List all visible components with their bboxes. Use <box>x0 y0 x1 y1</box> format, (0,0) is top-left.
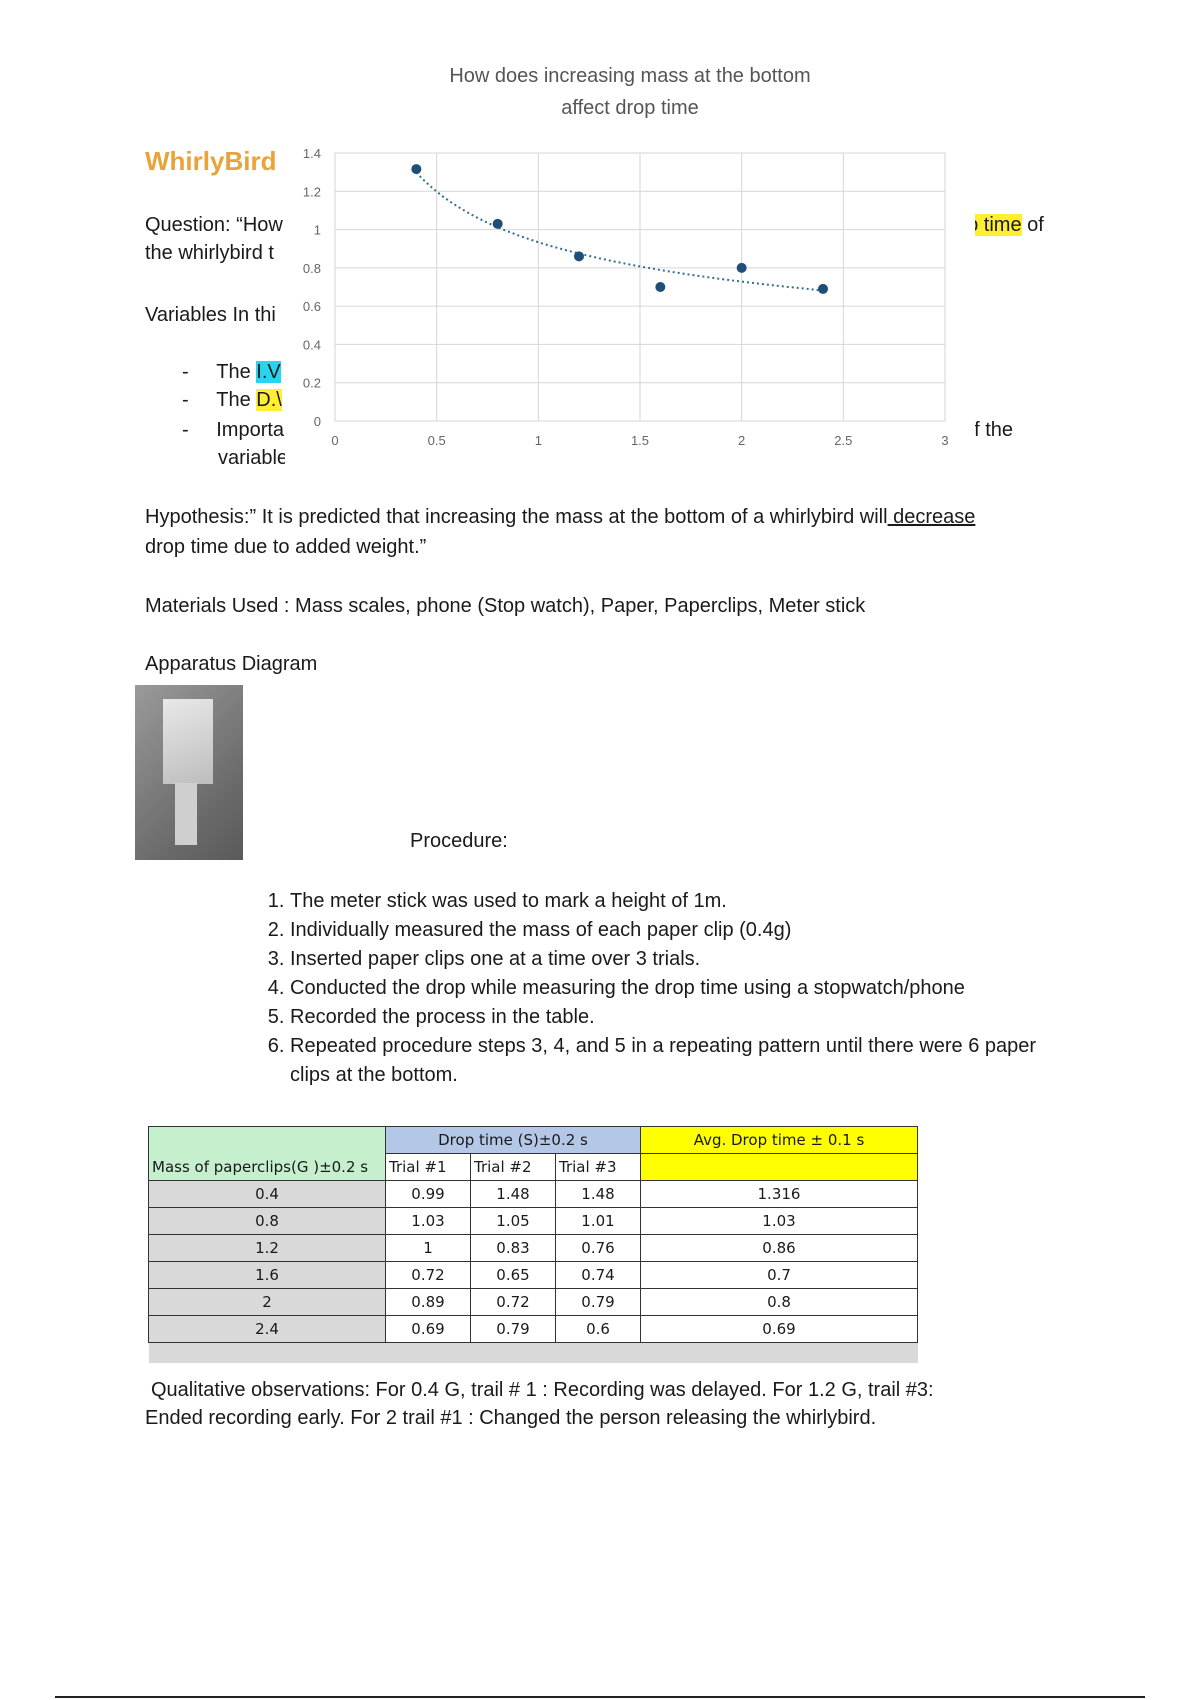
trial-cell: 0.76 <box>556 1235 641 1262</box>
bullet-iv <box>182 358 281 386</box>
procedure-step: 2. Individually measured the mass of each paper clip (0.4g) <box>290 916 1080 945</box>
table-row <box>149 1262 918 1289</box>
observations-line-1: Qualitative observations: For 0.4 G, trail # 1 : Recording was delayed. For 1.2 G, trail #3: <box>151 1379 934 1401</box>
avg-cell: 0.86 <box>641 1235 918 1262</box>
chart-title-line-2: affect drop time <box>561 97 699 119</box>
procedure-step: 5. Recorded the process in the table. <box>290 1003 1080 1032</box>
procedure-step: 1. The meter stick was used to mark a height of 1m. <box>290 887 1080 916</box>
question-text-left-2: the whirlybird t <box>145 242 274 264</box>
table-header-avg-blank <box>641 1154 918 1181</box>
apparatus-heading: Apparatus Diagram <box>145 653 318 675</box>
trial-cell: 1.48 <box>556 1181 641 1208</box>
data-point <box>818 284 828 294</box>
avg-cell: 0.7 <box>641 1262 918 1289</box>
drop-time-chart <box>285 55 975 470</box>
x-tick-label: 1 <box>534 433 542 448</box>
trial-cell: 0.79 <box>556 1289 641 1316</box>
table-header-mass: Mass of paperclips(G )±0.2 s <box>149 1154 386 1181</box>
mass-cell: 0.4 <box>149 1181 386 1208</box>
x-tick-label: 2.5 <box>834 433 853 448</box>
trial-cell: 0.69 <box>386 1316 471 1343</box>
y-tick-label: 0.2 <box>302 375 321 391</box>
table-row <box>149 1208 918 1235</box>
table-header-drop: Drop time (S)±0.2 s <box>386 1127 641 1154</box>
trial-cell: 0.72 <box>386 1262 471 1289</box>
avg-cell: 0.8 <box>641 1289 918 1316</box>
data-point <box>737 263 747 273</box>
trial-cell: 0.65 <box>471 1262 556 1289</box>
trial-cell: 0.74 <box>556 1262 641 1289</box>
trial-cell: 0.79 <box>471 1316 556 1343</box>
table-row <box>149 1235 918 1262</box>
data-point <box>574 251 584 261</box>
data-point <box>493 219 503 229</box>
hypothesis-text: Hypothesis:” It is predicted that increasing the mass at the bottom of a whirlybird will <box>145 506 888 528</box>
question-text-left: Question: “How <box>145 214 283 236</box>
trial-cell: 1 <box>386 1235 471 1262</box>
trial-cell: 0.72 <box>471 1289 556 1316</box>
bullet-iv-pre: The <box>216 361 257 383</box>
mass-cell: 1.2 <box>149 1235 386 1262</box>
data-point <box>411 164 421 174</box>
table-row <box>149 1181 918 1208</box>
data-point <box>655 282 665 292</box>
x-tick-label: 3 <box>941 433 949 448</box>
document-title: WhirlyBird <box>145 146 277 176</box>
trial-cell: 1.01 <box>556 1208 641 1235</box>
x-tick-label: 0.5 <box>427 433 446 448</box>
table-footer-row <box>149 1343 918 1364</box>
bullet-dv <box>182 386 282 414</box>
page-bottom-rule <box>55 1696 1145 1698</box>
mass-cell: 0.8 <box>149 1208 386 1235</box>
avg-cell: 1.316 <box>641 1181 918 1208</box>
mass-cell: 1.6 <box>149 1262 386 1289</box>
bullet-important <box>182 416 284 444</box>
whirlybird-stem-shape <box>175 783 197 845</box>
avg-cell: 0.69 <box>641 1316 918 1343</box>
apparatus-photo <box>135 685 243 860</box>
table-row <box>149 1289 918 1316</box>
bullet-iv-highlight: I.V <box>256 361 281 383</box>
procedure-list <box>250 887 1080 1090</box>
trial-cell: 1.03 <box>386 1208 471 1235</box>
table-header-blank <box>149 1127 386 1154</box>
procedure-heading: Procedure: <box>410 830 508 852</box>
bullet-important-pre: Importa <box>216 419 285 441</box>
table-footer <box>149 1343 918 1364</box>
trial-cell: 1.48 <box>471 1181 556 1208</box>
bullet-important-cont: variables. <box>218 447 304 469</box>
power-trendline <box>416 172 823 290</box>
hypothesis-underline: decrease <box>887 506 976 528</box>
bullet-dash: - <box>182 389 189 411</box>
x-tick-label: 0 <box>331 433 339 448</box>
bullet-dv-pre: The <box>216 389 257 411</box>
procedure-step: 6. Repeated procedure steps 3, 4, and 5 in a repeating pattern until there were 6 paper clips at the bottom. <box>290 1032 1080 1090</box>
y-tick-label: 0.8 <box>302 260 321 276</box>
trial-cell: 1.05 <box>471 1208 556 1235</box>
table-header-trial: Trial #1 <box>386 1154 471 1181</box>
avg-cell: 1.03 <box>641 1208 918 1235</box>
x-tick-label: 1.5 <box>630 433 650 448</box>
whirlybird-wings-shape <box>163 699 213 784</box>
trial-cell: 0.83 <box>471 1235 556 1262</box>
chart-title-line-1: How does increasing mass at the bottom <box>449 65 811 87</box>
bullet-dash: - <box>182 419 189 441</box>
hypothesis-line-2: drop time due to added weight.” <box>145 536 427 558</box>
data-table-wrapper <box>148 1126 918 1363</box>
variables-label: Variables In thi <box>145 304 276 326</box>
y-tick-label: 0.6 <box>302 299 321 315</box>
bullet-dv-highlight: D.\ <box>256 389 282 411</box>
table-header-avg: Avg. Drop time ± 0.1 s <box>641 1127 918 1154</box>
mass-cell: 2.4 <box>149 1316 386 1343</box>
question-right-rest: of <box>1021 214 1044 236</box>
question-highlight: op time <box>956 214 1022 236</box>
procedure-step: 4. Conducted the drop while measuring the drop time using a stopwatch/phone <box>290 974 1080 1003</box>
y-tick-label: 1 <box>313 222 321 238</box>
table-row <box>149 1316 918 1343</box>
trial-cell: 0.99 <box>386 1181 471 1208</box>
mass-cell: 2 <box>149 1289 386 1316</box>
table-header-trial: Trial #2 <box>471 1154 556 1181</box>
data-table <box>148 1126 918 1363</box>
y-tick-label: 1.2 <box>302 184 321 200</box>
trial-cell: 0.89 <box>386 1289 471 1316</box>
observations-line-2: Ended recording early. For 2 trail #1 : Changed the person releasing the whirlybird. <box>145 1407 877 1429</box>
x-tick-label: 2 <box>738 433 746 448</box>
y-tick-label: 0.4 <box>302 337 321 353</box>
y-tick-label: 0 <box>313 414 321 429</box>
bullet-dash: - <box>182 361 189 383</box>
bullet-important-right: of the <box>963 419 1014 441</box>
y-tick-label: 1.4 <box>302 146 321 161</box>
materials-used: Materials Used : Mass scales, phone (Stop watch), Paper, Paperclips, Meter stick <box>145 595 866 617</box>
hypothesis-line-1 <box>145 503 975 531</box>
trial-cell: 0.6 <box>556 1316 641 1343</box>
table-header-trial: Trial #3 <box>556 1154 641 1181</box>
procedure-step: 3. Inserted paper clips one at a time over 3 trials. <box>290 945 1080 974</box>
